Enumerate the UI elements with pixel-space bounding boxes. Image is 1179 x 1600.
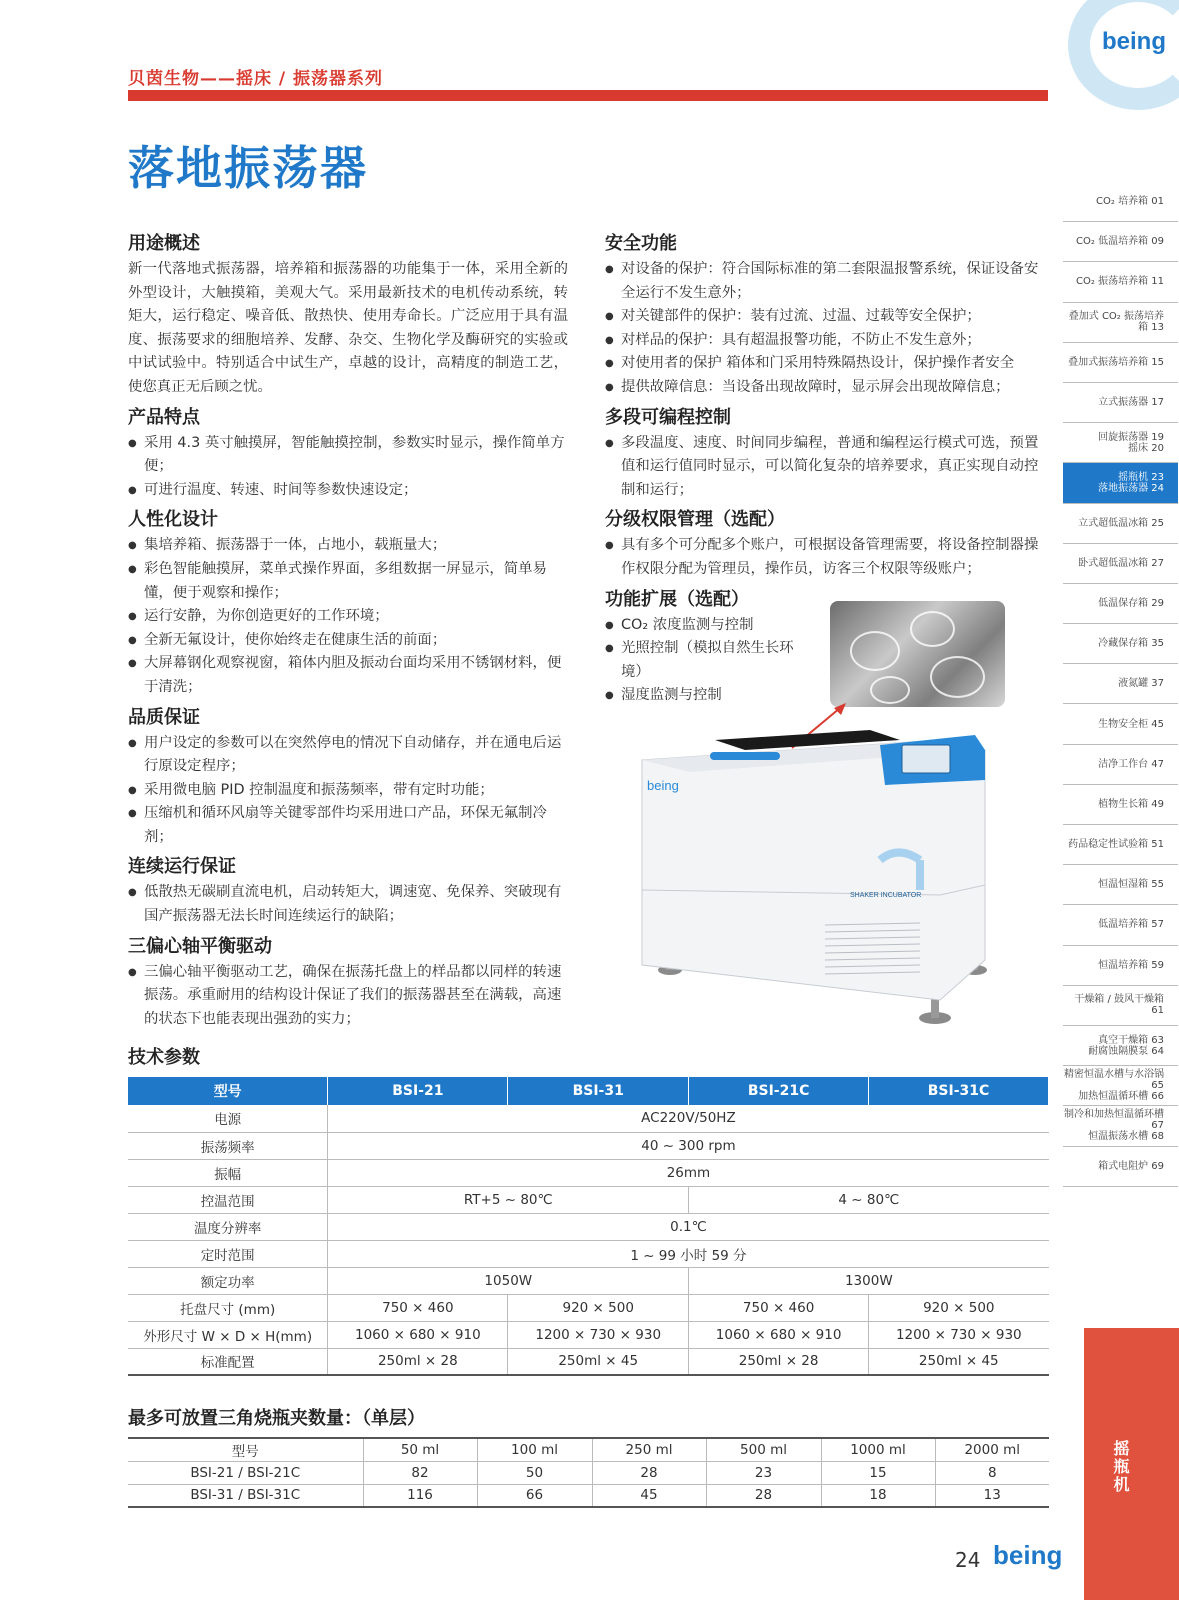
table-row — [128, 1105, 1049, 1132]
safety-list — [605, 258, 1045, 400]
flask-cell: BSI-31 / BSI-31C — [128, 1484, 363, 1507]
feature-heading: 产品特点 — [128, 406, 200, 428]
flask-cell: 45 — [592, 1484, 706, 1507]
auth-heading: 分级权限管理（选配） — [605, 509, 785, 531]
table-row — [128, 1484, 1049, 1507]
flask-cell: 28 — [592, 1461, 706, 1484]
bullet-item: ● 集培养箱、振荡器于一体，占地小，载瓶量大； — [128, 534, 568, 558]
bullet-item: ● 对使用者的保护 箱体和门采用特殊隔热设计，保护操作者安全 — [605, 352, 1045, 376]
sidebar-item[interactable]: 回旋振荡器 19 摇床 20 — [1063, 423, 1178, 463]
flask-capacity-title: 最多可放置三角烧瓶夹数量：（单层） — [128, 1408, 425, 1429]
flask-cell: 500 ml — [706, 1438, 821, 1461]
bullet-item: ● 全新无氟设计，使你始终走在健康生活的前面； — [128, 629, 568, 653]
table-row — [128, 1132, 1049, 1159]
spec-value-cell: 920 × 500 — [869, 1294, 1049, 1321]
bullet-item: ● 运行安静，为你创造更好的工作环境； — [128, 605, 568, 629]
catalog-sidebar — [1063, 182, 1178, 1187]
sidebar-item[interactable]: 生物安全柜 45 — [1063, 704, 1178, 744]
spec-label-cell: 外形尺寸 W × D × H(mm) — [128, 1321, 328, 1348]
spec-value-cell: 1060 × 680 × 910 — [689, 1321, 869, 1348]
table-row — [128, 1159, 1049, 1186]
spec-table — [128, 1077, 1049, 1376]
flask-cell: 2000 ml — [935, 1438, 1049, 1461]
spec-value-cell: 750 × 460 — [689, 1294, 869, 1321]
page-number: 24 — [955, 1548, 981, 1572]
bullet-item: ● 光照控制（模拟自然生长环境） — [605, 637, 815, 684]
sidebar-item[interactable]: 箱式电阻炉 69 — [1063, 1147, 1178, 1187]
machine-label: SHAKER INCUBATOR — [850, 892, 922, 899]
machine-brand: being — [647, 778, 679, 793]
bullet-item: ● 对设备的保护：符合国际标准的第二套限温报警系统，保证设备安全运行不发生意外； — [605, 258, 1045, 305]
extension-heading: 功能扩展（选配） — [605, 588, 749, 610]
bullet-item: ● 三偏心轴平衡驱动工艺，确保在振荡托盘上的样品都以同样的转速振荡。承重耐用的结构设计保证了我们的振荡器甚至在满载，高速的状态下也能表现出强劲的实力； — [128, 961, 568, 1032]
auth-list — [605, 534, 1045, 581]
left-column — [128, 226, 568, 1031]
sidebar-item[interactable]: CO₂ 振荡培养箱 11 — [1063, 262, 1178, 302]
tech-params-title: 技术参数 — [128, 1047, 200, 1068]
spec-label-cell: 控温范围 — [128, 1186, 328, 1213]
flask-cell: 66 — [477, 1484, 592, 1507]
spec-header-cell: BSI-21C — [689, 1077, 869, 1105]
page-title: 落地振荡器 — [128, 141, 368, 195]
spec-value-cell: 1 ~ 99 小时 59 分 — [328, 1240, 1049, 1267]
bullet-item: ● 低散热无碳刷直流电机，启动转矩大，调速宽、免保养、突破现有国产振荡器无法长时间连续运行的缺陷； — [128, 881, 568, 928]
sidebar-item[interactable]: 药品稳定性试验箱 51 — [1063, 825, 1178, 865]
bullet-item: ● 采用 4.3 英寸触摸屏，智能触摸控制，参数实时显示，操作简单方便； — [128, 432, 568, 479]
spec-value-cell: 1300W — [689, 1267, 1049, 1294]
table-row — [128, 1461, 1049, 1484]
brand-logo: being — [1102, 28, 1166, 55]
human-design-list — [128, 534, 568, 699]
interior-photo — [830, 601, 1005, 707]
sidebar-item[interactable]: 真空干燥箱 63 耐腐蚀隔膜泵 64 — [1063, 1026, 1178, 1066]
sidebar-item[interactable]: CO₂ 低温培养箱 09 — [1063, 222, 1178, 262]
spec-label-cell: 振幅 — [128, 1159, 328, 1186]
flask-cell: 50 ml — [363, 1438, 477, 1461]
section-tab-label: 摇瓶机 — [1111, 1440, 1130, 1494]
quality-heading: 品质保证 — [128, 706, 200, 728]
table-row — [128, 1321, 1049, 1348]
bullet-item: ● 对关键部件的保护：装有过流、过温、过载等安全保护； — [605, 305, 1045, 329]
flask-cell: 116 — [363, 1484, 477, 1507]
spec-header-cell: BSI-31 — [508, 1077, 689, 1105]
bullet-item: ● 采用微电脑 PID 控制温度和振荡频率，带有定时功能； — [128, 779, 568, 803]
usage-paragraph: 新一代落地式振荡器，培养箱和振荡器的功能集于一体，采用全新的外型设计，大触摸箱，美观大气。采用最新技术的电机传动系统，转矩大，运行稳定、噪音低、散热快、使用寿命长。广泛应用于具有温度、振荡要求的细胞培养、发酵、杂交、生物化学及酶研究的实验或中试试验中。特别适合中试生产，卓越的设计，高精度的制造工艺，使您真正无后顾之忧。 — [128, 261, 568, 395]
table-row — [128, 1240, 1049, 1267]
spec-value-cell: 250ml × 28 — [689, 1348, 869, 1375]
extension-list — [605, 614, 815, 708]
usage-heading: 用途概述 — [128, 233, 200, 254]
sidebar-item[interactable]: 精密恒温水槽与水浴锅 65 加热恒温循环槽 66 — [1063, 1066, 1178, 1106]
flask-cell: 15 — [821, 1461, 935, 1484]
quality-list — [128, 732, 568, 850]
bullet-item: ● 用户设定的参数可以在突然停电的情况下自动储存，并在通电后运行原设定程序； — [128, 732, 568, 779]
human-design-heading: 人性化设计 — [128, 509, 218, 531]
spec-value-cell: AC220V/50HZ — [328, 1105, 1049, 1132]
spec-header-cell: BSI-31C — [869, 1077, 1049, 1105]
safety-heading: 安全功能 — [605, 233, 677, 254]
spec-value-cell: RT+5 ~ 80℃ — [328, 1186, 689, 1213]
sidebar-item[interactable]: 立式超低温冰箱 25 — [1063, 504, 1178, 544]
spec-value-cell: 1060 × 680 × 910 — [328, 1321, 508, 1348]
sidebar-item[interactable]: 叠加式 CO₂ 振荡培养箱 13 — [1063, 303, 1178, 343]
bullet-item: ● 彩色智能触摸屏，菜单式操作界面，多组数据一屏显示，简单易懂，便于观察和操作； — [128, 558, 568, 605]
series-title: 贝茵生物——摇床 / 振荡器系列 — [128, 69, 384, 89]
spec-label-cell: 额定功率 — [128, 1267, 328, 1294]
spec-value-cell: 250ml × 28 — [328, 1348, 508, 1375]
program-heading: 多段可编程控制 — [605, 406, 731, 428]
flask-cell: 50 — [477, 1461, 592, 1484]
sidebar-item[interactable]: 植物生长箱 49 — [1063, 785, 1178, 825]
table-row — [128, 1186, 1049, 1213]
flask-cell: 型号 — [128, 1438, 363, 1461]
spec-value-cell: 0.1℃ — [328, 1213, 1049, 1240]
spec-table-header — [128, 1077, 1049, 1105]
flask-cell: BSI-21 / BSI-21C — [128, 1461, 363, 1484]
sidebar-item[interactable]: 恒温恒湿箱 55 — [1063, 865, 1178, 905]
feature-list — [128, 432, 568, 503]
table-row — [128, 1438, 1049, 1461]
sidebar-item[interactable]: 摇瓶机 23 落地振荡器 24 — [1063, 463, 1178, 503]
flask-cell: 250 ml — [592, 1438, 706, 1461]
spec-value-cell: 4 ~ 80℃ — [689, 1186, 1049, 1213]
spec-value-cell: 750 × 460 — [328, 1294, 508, 1321]
bullet-item: ● 湿度监测与控制 — [605, 684, 815, 708]
flask-cell: 100 ml — [477, 1438, 592, 1461]
flask-cell: 8 — [935, 1461, 1049, 1484]
spec-value-cell: 250ml × 45 — [869, 1348, 1049, 1375]
spec-label-cell: 电源 — [128, 1105, 328, 1132]
table-row — [128, 1348, 1049, 1375]
flask-cell: 18 — [821, 1484, 935, 1507]
sidebar-item[interactable]: 低温培养箱 57 — [1063, 905, 1178, 945]
bullet-item: ● 对样品的保护：具有超温报警功能，不防止不发生意外； — [605, 329, 1045, 353]
bullet-item: ● CO₂ 浓度监测与控制 — [605, 614, 815, 638]
spec-value-cell: 1200 × 730 × 930 — [508, 1321, 689, 1348]
table-row — [128, 1294, 1049, 1321]
sidebar-item[interactable]: 叠加式振荡培养箱 15 — [1063, 343, 1178, 383]
spec-value-cell: 1200 × 730 × 930 — [869, 1321, 1049, 1348]
continuous-heading: 连续运行保证 — [128, 856, 236, 878]
continuous-list — [128, 881, 568, 928]
spec-header-cell: BSI-21 — [328, 1077, 508, 1105]
table-row — [128, 1213, 1049, 1240]
flask-capacity-table — [128, 1437, 1049, 1508]
bullet-item: ● 多段温度、速度、时间同步编程，普通和编程运行模式可选，预置值和运行值同时显示，可以简化复杂的培养要求，真正实现自动控制和运行； — [605, 432, 1045, 503]
sidebar-item[interactable]: 制冷和加热恒温循环槽 67 恒温振荡水槽 68 — [1063, 1106, 1178, 1146]
sidebar-item[interactable]: 立式振荡器 17 — [1063, 383, 1178, 423]
spec-value-cell: 26mm — [328, 1159, 1049, 1186]
bullet-item: ● 具有多个可分配多个账户，可根据设备管理需要，将设备控制器操作权限分配为管理员，操作员，访客三个权限等级账户； — [605, 534, 1045, 581]
table-row — [128, 1267, 1049, 1294]
sidebar-item[interactable]: 卧式超低温冰箱 27 — [1063, 544, 1178, 584]
flask-cell: 23 — [706, 1461, 821, 1484]
sidebar-item[interactable]: 洁净工作台 47 — [1063, 745, 1178, 785]
sidebar-item[interactable]: 恒温培养箱 59 — [1063, 946, 1178, 986]
spec-label-cell: 温度分辨率 — [128, 1213, 328, 1240]
flask-cell: 28 — [706, 1484, 821, 1507]
program-list — [605, 432, 1045, 503]
spec-value-cell: 250ml × 45 — [508, 1348, 689, 1375]
spec-value-cell: 40 ~ 300 rpm — [328, 1132, 1049, 1159]
bullet-item: ● 大屏幕钢化观察视窗，箱体内胆及振动台面均采用不锈钢材料，便于清洗； — [128, 652, 568, 699]
header-rule — [128, 90, 1048, 101]
footer-logo: being — [993, 1540, 1063, 1570]
spec-label-cell: 托盘尺寸 (mm) — [128, 1294, 328, 1321]
spec-value-cell: 920 × 500 — [508, 1294, 689, 1321]
spec-value-cell: 1050W — [328, 1267, 689, 1294]
flask-cell: 1000 ml — [821, 1438, 935, 1461]
sidebar-item[interactable]: 液氮罐 37 — [1063, 664, 1178, 704]
drive-heading: 三偏心轴平衡驱动 — [128, 935, 272, 957]
spec-label-cell: 定时范围 — [128, 1240, 328, 1267]
sidebar-item[interactable]: 干燥箱 / 鼓风干燥箱 61 — [1063, 986, 1178, 1026]
spec-label-cell: 振荡频率 — [128, 1132, 328, 1159]
flask-cell: 13 — [983, 1487, 1001, 1504]
spec-header-cell: 型号 — [128, 1077, 328, 1105]
shaker-machine-illustration — [640, 730, 1000, 1050]
bullet-item: ● 提供故障信息：当设备出现故障时，显示屏会出现故障信息； — [605, 376, 1045, 400]
sidebar-item[interactable]: 冷藏保存箱 35 — [1063, 624, 1178, 664]
sidebar-item[interactable]: CO₂ 培养箱 01 — [1063, 182, 1178, 222]
bullet-item: ● 可进行温度、转速、时间等参数快速设定； — [128, 479, 568, 503]
sidebar-item[interactable]: 低温保存箱 29 — [1063, 584, 1178, 624]
drive-list — [128, 961, 568, 1032]
bullet-item: ● 压缩机和循环风扇等关键零部件均采用进口产品，环保无氟制冷剂； — [128, 802, 568, 849]
spec-label-cell: 标准配置 — [128, 1348, 328, 1375]
flask-cell: 82 — [363, 1461, 477, 1484]
